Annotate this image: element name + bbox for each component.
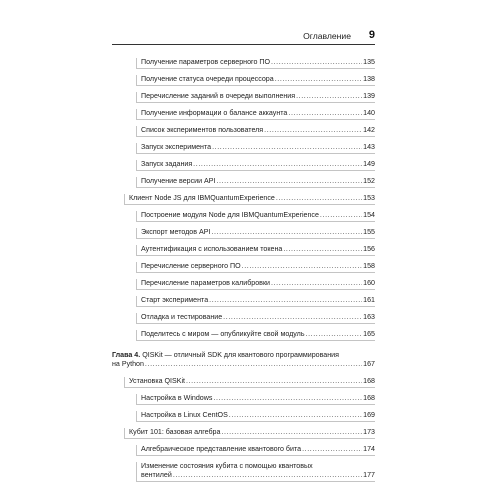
table-of-contents: [112, 0, 375, 500]
toc-entry-page: 142: [363, 126, 375, 134]
toc-entry-page: 158: [363, 262, 375, 270]
toc-entry: [136, 92, 375, 103]
toc-entry-title: Аутентификация с использованием токена: [141, 245, 283, 253]
toc-entry-title: Установка QISKit: [129, 377, 185, 385]
toc-entry-title: Кубит 101: базовая алгебра: [129, 428, 221, 436]
toc-entry-title: Перечисление параметров калибровки: [141, 279, 271, 287]
toc-entry-title: Настройка в Linux CentOS: [141, 411, 228, 419]
toc-entry: [136, 279, 375, 290]
toc-entry: [136, 211, 375, 222]
toc-entry: [136, 245, 375, 256]
toc-entry-title: Отладка и тестирование: [141, 313, 223, 321]
toc-entry-title: Перечисление серверного ПО: [141, 262, 241, 270]
toc-entry-title: Получение информации о балансе аккаунта: [141, 109, 288, 117]
toc-entry-title: Запуск эксперимента: [141, 143, 212, 151]
toc-entry-page: 149: [363, 160, 375, 168]
toc-entry-title: Клиент Node JS для IBMQuantumExperience: [129, 194, 275, 202]
toc-entry-title: Получение версии API: [141, 177, 216, 185]
toc-entry: [124, 194, 375, 205]
toc-entry-page: 168: [363, 394, 375, 402]
toc-entry: [136, 411, 375, 422]
toc-entry-page: 169: [363, 411, 375, 419]
toc-entry-page: 177: [363, 471, 375, 479]
toc-entry: [136, 330, 375, 341]
chapter-title-continued: на Python: [112, 360, 144, 368]
chapter-title: QISKit — отличный SDK для квантового программирования: [142, 351, 339, 359]
toc-entry-title: Построение модуля Node для IBMQuantumExperience: [141, 211, 319, 219]
toc-entry-page: 161: [363, 296, 375, 304]
toc-chapter: [112, 351, 375, 369]
toc-entry-page: 167: [363, 360, 375, 368]
toc-entry-title: Алгебраическое представление квантового бита: [141, 445, 302, 453]
toc-entry: [124, 428, 375, 439]
toc-entry-page: 135: [363, 58, 375, 66]
toc-entry-page: 163: [363, 313, 375, 321]
toc-entry-page: 140: [363, 109, 375, 117]
toc-entry-page: 156: [363, 245, 375, 253]
toc-entry-title: Экспорт методов API: [141, 228, 211, 236]
toc-entry-page: 138: [363, 75, 375, 83]
toc-entry-title: Поделитесь с миром — опубликуйте свой модуль: [141, 330, 305, 338]
chapter-number: Глава 4.: [112, 351, 141, 359]
toc-entry-title: Изменение состояния кубита с помощью квантовых: [141, 462, 313, 470]
toc-entry-title: Запуск задания: [141, 160, 193, 168]
toc-entry-page: 143: [363, 143, 375, 151]
toc-entry-page: 165: [363, 330, 375, 338]
toc-entry-page: 173: [363, 428, 375, 436]
toc-entry: [136, 160, 375, 171]
toc-entry-title: Список экспериментов пользователя: [141, 126, 264, 134]
toc-entry: [136, 445, 375, 456]
toc-entry-title: Перечисление заданий в очереди выполнения: [141, 92, 296, 100]
toc-entry-page: 155: [363, 228, 375, 236]
toc-entry-page: 153: [363, 194, 375, 202]
toc-entry-page: 139: [363, 92, 375, 100]
toc-entry: [136, 177, 375, 188]
toc-entry: [136, 58, 375, 69]
toc-entry-title-continued: вентилей: [141, 471, 172, 479]
toc-entry-title: Получение параметров серверного ПО: [141, 58, 270, 66]
toc-entry: [136, 143, 375, 154]
page-number: 9: [368, 29, 375, 41]
toc-entry: [136, 313, 375, 324]
toc-entry: [136, 126, 375, 137]
toc-entry: [136, 262, 375, 273]
toc-entry: [136, 75, 375, 86]
toc-entry-page: 174: [363, 445, 375, 453]
toc-entry: [136, 109, 375, 120]
toc-entry: [136, 462, 375, 482]
toc-entry: [136, 296, 375, 307]
toc-entry-page: 168: [363, 377, 375, 385]
toc-entry: [124, 377, 375, 388]
toc-entry-title: Настройка в Windows: [141, 394, 213, 402]
toc-entry: [136, 228, 375, 239]
toc-entry-page: 160: [363, 279, 375, 287]
toc-entry-title: Старт эксперимента: [141, 296, 209, 304]
toc-entry-page: 152: [363, 177, 375, 185]
toc-entry: [136, 394, 375, 405]
toc-entry-title: Получение статуса очереди процессора: [141, 75, 274, 83]
section-title: Оглавление: [303, 31, 351, 41]
toc-entry-page: 154: [363, 211, 375, 219]
